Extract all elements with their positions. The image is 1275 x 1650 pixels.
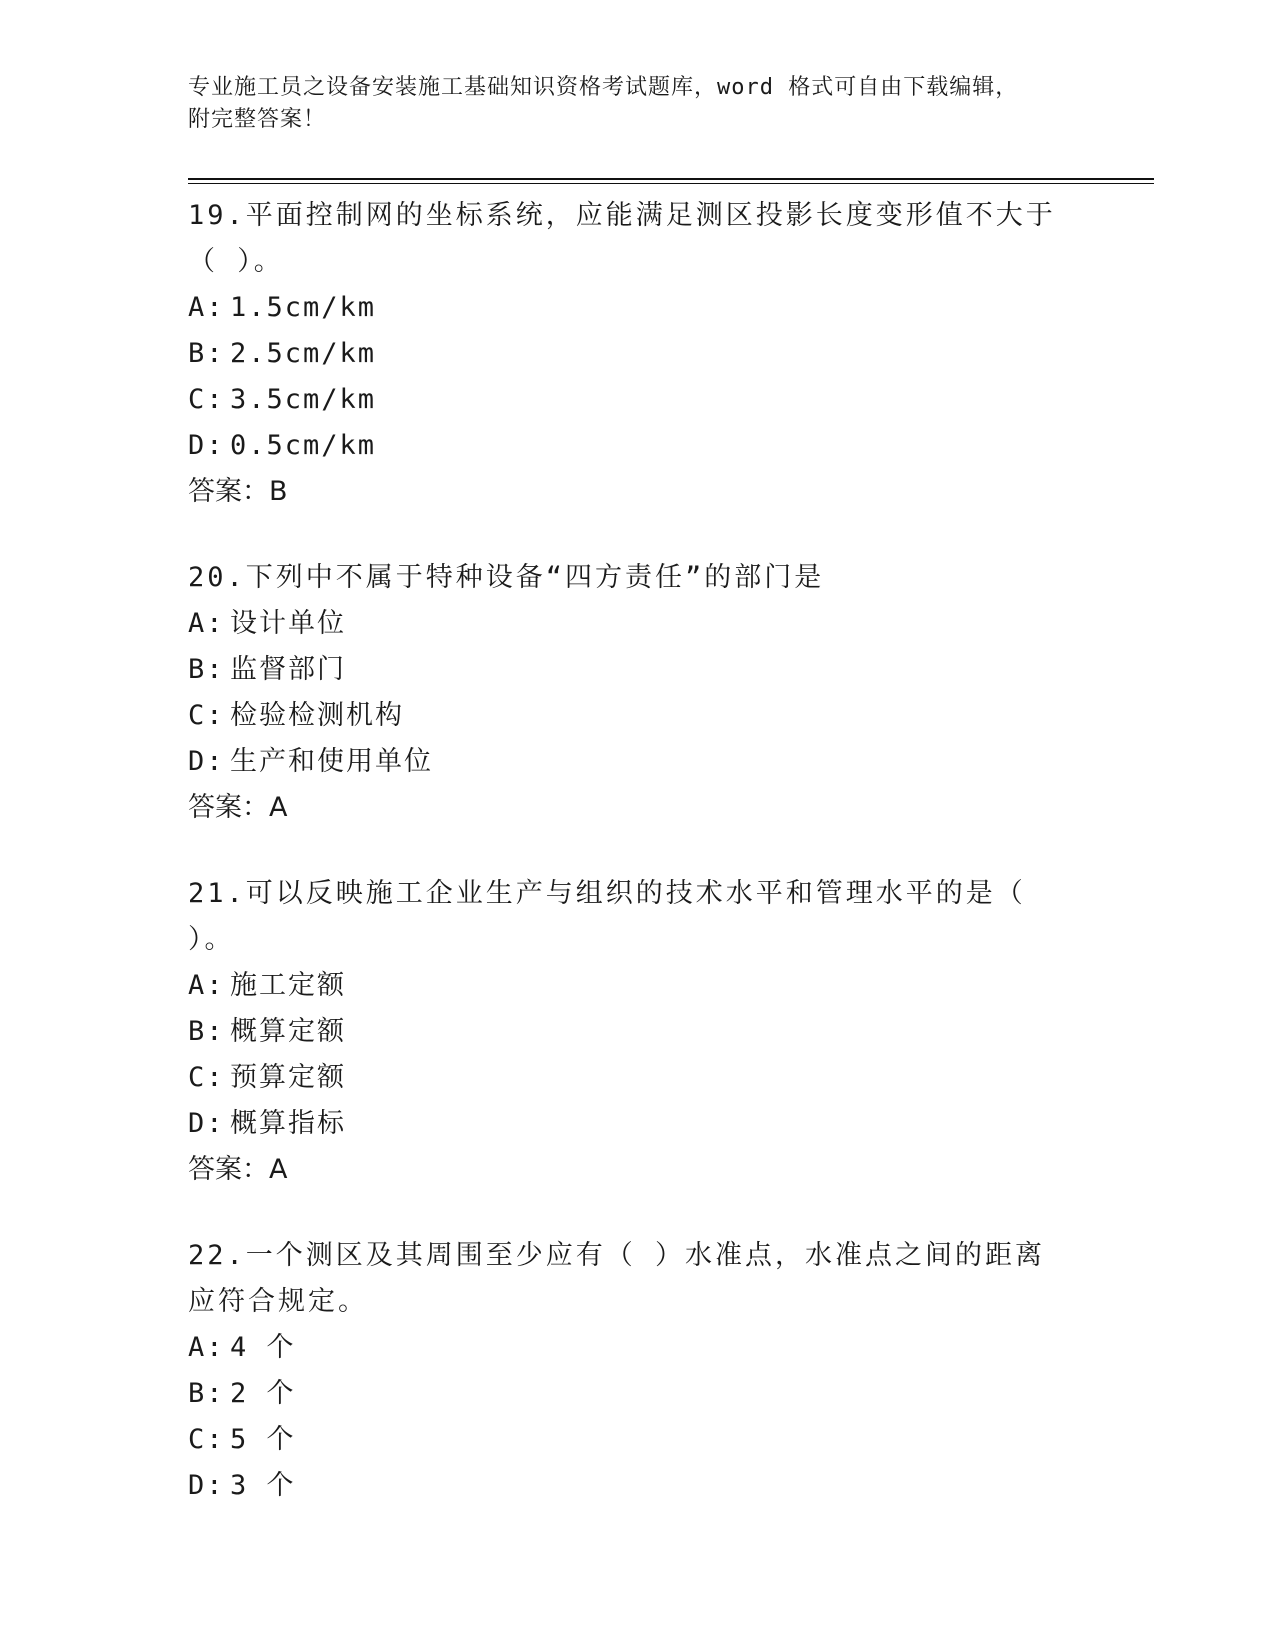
option-key: C: (188, 700, 225, 731)
option-d (188, 1463, 1068, 1509)
option-b (188, 1009, 1068, 1055)
question-stem: 22.一个测区及其周围至少应有（ ）水准点，水准点之间的距离应符合规定。 (188, 1240, 1046, 1317)
option-c (188, 1055, 1068, 1101)
option-key: B: (188, 1016, 225, 1047)
option-b (188, 647, 1068, 693)
option-key: D: (188, 746, 225, 777)
option-a (188, 1325, 1068, 1371)
option-key: A: (188, 292, 225, 323)
option-text: 5 个 (230, 1424, 296, 1455)
header-divider-thick (188, 178, 1154, 180)
option-c (188, 377, 1068, 423)
answer-line: 答案：A (188, 792, 288, 823)
option-b (188, 331, 1068, 377)
option-text: 检验检测机构 (230, 700, 404, 731)
option-text: 概算定额 (230, 1016, 346, 1047)
option-key: D: (188, 430, 225, 461)
option-key: C: (188, 384, 225, 415)
option-key: C: (188, 1062, 225, 1093)
option-key: D: (188, 1470, 225, 1501)
option-text: 概算指标 (230, 1108, 346, 1139)
question-list (188, 193, 1068, 1549)
answer-line: 答案：B (188, 476, 288, 507)
option-b (188, 1371, 1068, 1417)
option-key: A: (188, 608, 225, 639)
option-text: 2 个 (230, 1378, 296, 1409)
option-key: B: (188, 338, 225, 369)
question-20 (188, 555, 1068, 831)
question-stem: 19.平面控制网的坐标系统，应能满足测区投影长度变形值不大于（ ）。 (188, 200, 1056, 277)
option-c (188, 693, 1068, 739)
option-text: 1.5cm/km (230, 292, 377, 323)
option-key: B: (188, 654, 225, 685)
question-22 (188, 1233, 1068, 1509)
option-key: C: (188, 1424, 225, 1455)
option-text: 3 个 (230, 1470, 296, 1501)
option-text: 施工定额 (230, 970, 346, 1001)
option-text: 预算定额 (230, 1062, 346, 1093)
option-a (188, 601, 1068, 647)
header-divider-thin (188, 183, 1154, 184)
option-text: 设计单位 (230, 608, 346, 639)
question-21 (188, 871, 1068, 1193)
option-key: A: (188, 1332, 225, 1363)
question-19 (188, 193, 1068, 515)
option-text: 0.5cm/km (230, 430, 377, 461)
document-header (188, 72, 1068, 136)
option-text: 生产和使用单位 (230, 746, 433, 777)
option-key: A: (188, 970, 225, 1001)
option-d (188, 1101, 1068, 1147)
option-text: 3.5cm/km (230, 384, 377, 415)
answer-line: 答案：A (188, 1154, 288, 1185)
header-line-1: 专业施工员之设备安装施工基础知识资格考试题库，word 格式可自由下载编辑， (188, 75, 1019, 100)
question-stem: 20.下列中不属于特种设备“四方责任”的部门是 (188, 562, 825, 593)
option-key: D: (188, 1108, 225, 1139)
option-a (188, 963, 1068, 1009)
option-d (188, 423, 1068, 469)
question-stem: 21.可以反映施工企业生产与组织的技术水平和管理水平的是（ ）。 (188, 878, 1026, 955)
option-text: 2.5cm/km (230, 338, 377, 369)
option-c (188, 1417, 1068, 1463)
header-line-2: 附完整答案！ (188, 107, 327, 132)
option-d (188, 739, 1068, 785)
option-text: 4 个 (230, 1332, 296, 1363)
option-key: B: (188, 1378, 225, 1409)
option-text: 监督部门 (230, 654, 346, 685)
option-a (188, 285, 1068, 331)
